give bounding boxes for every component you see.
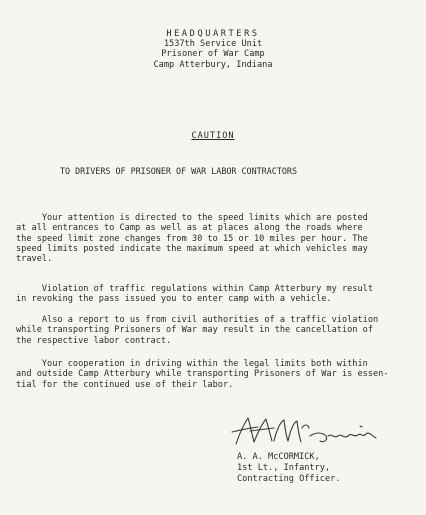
letterhead-headquarters: HEADQUARTERS — [166, 29, 260, 39]
paragraph-line: at all entrances to Camp as well as at places along the roads where — [16, 223, 363, 234]
paragraph-speed-limits — [16, 213, 416, 264]
paragraph-line: tial for the continued use of their labor. — [16, 379, 234, 390]
letterhead — [0, 29, 426, 70]
handwritten-signature — [230, 414, 380, 448]
paragraph-line: speed limits posted indicate the maximum speed at which vehicles may — [16, 243, 368, 254]
paragraph-line: Your cooperation in driving within the legal limits both within — [16, 359, 368, 369]
paragraph-line: the respective labor contract. — [16, 335, 172, 346]
paragraph-civil-report — [16, 315, 416, 346]
caution-heading-text: CAUTION — [191, 131, 235, 141]
letterhead-camp: Prisoner of War Camp — [161, 49, 265, 60]
document-subtitle: TO DRIVERS OF PRISONER OF WAR LABOR CONTRACTORS — [60, 166, 297, 176]
paragraph-cooperation — [16, 359, 416, 390]
signer-title: Contracting Officer. — [237, 474, 341, 485]
caution-heading — [0, 131, 426, 141]
letterhead-location: Camp Atterbury, Indiana — [153, 59, 273, 70]
letterhead-unit: 1537th Service Unit — [163, 39, 263, 50]
signer-name: A. A. McCORMICK, — [237, 452, 320, 462]
paragraph-line: and outside Camp Atterbury while transporting Prisoners of War is essen- — [16, 369, 389, 380]
paragraph-line: the speed limit zone changes from 30 to 15 or 10 miles per hour. The — [16, 233, 368, 244]
signature-block — [237, 452, 340, 486]
paragraph-violation — [16, 284, 416, 305]
paragraph-line: travel. — [16, 254, 53, 265]
paragraph-line: Violation of traffic regulations within Camp Atterbury my result — [16, 284, 373, 294]
signer-rank: 1st Lt., Infantry, — [237, 463, 331, 474]
paragraph-line: Your attention is directed to the speed limits which are posted — [16, 213, 368, 223]
paragraph-line: while transporting Prisoners of War may result in the cancellation of — [16, 325, 373, 336]
paragraph-line: Also a report to us from civil authorities of a traffic violation — [16, 315, 379, 325]
paragraph-line: in revoking the pass issued you to enter camp with a vehicle. — [16, 294, 332, 305]
